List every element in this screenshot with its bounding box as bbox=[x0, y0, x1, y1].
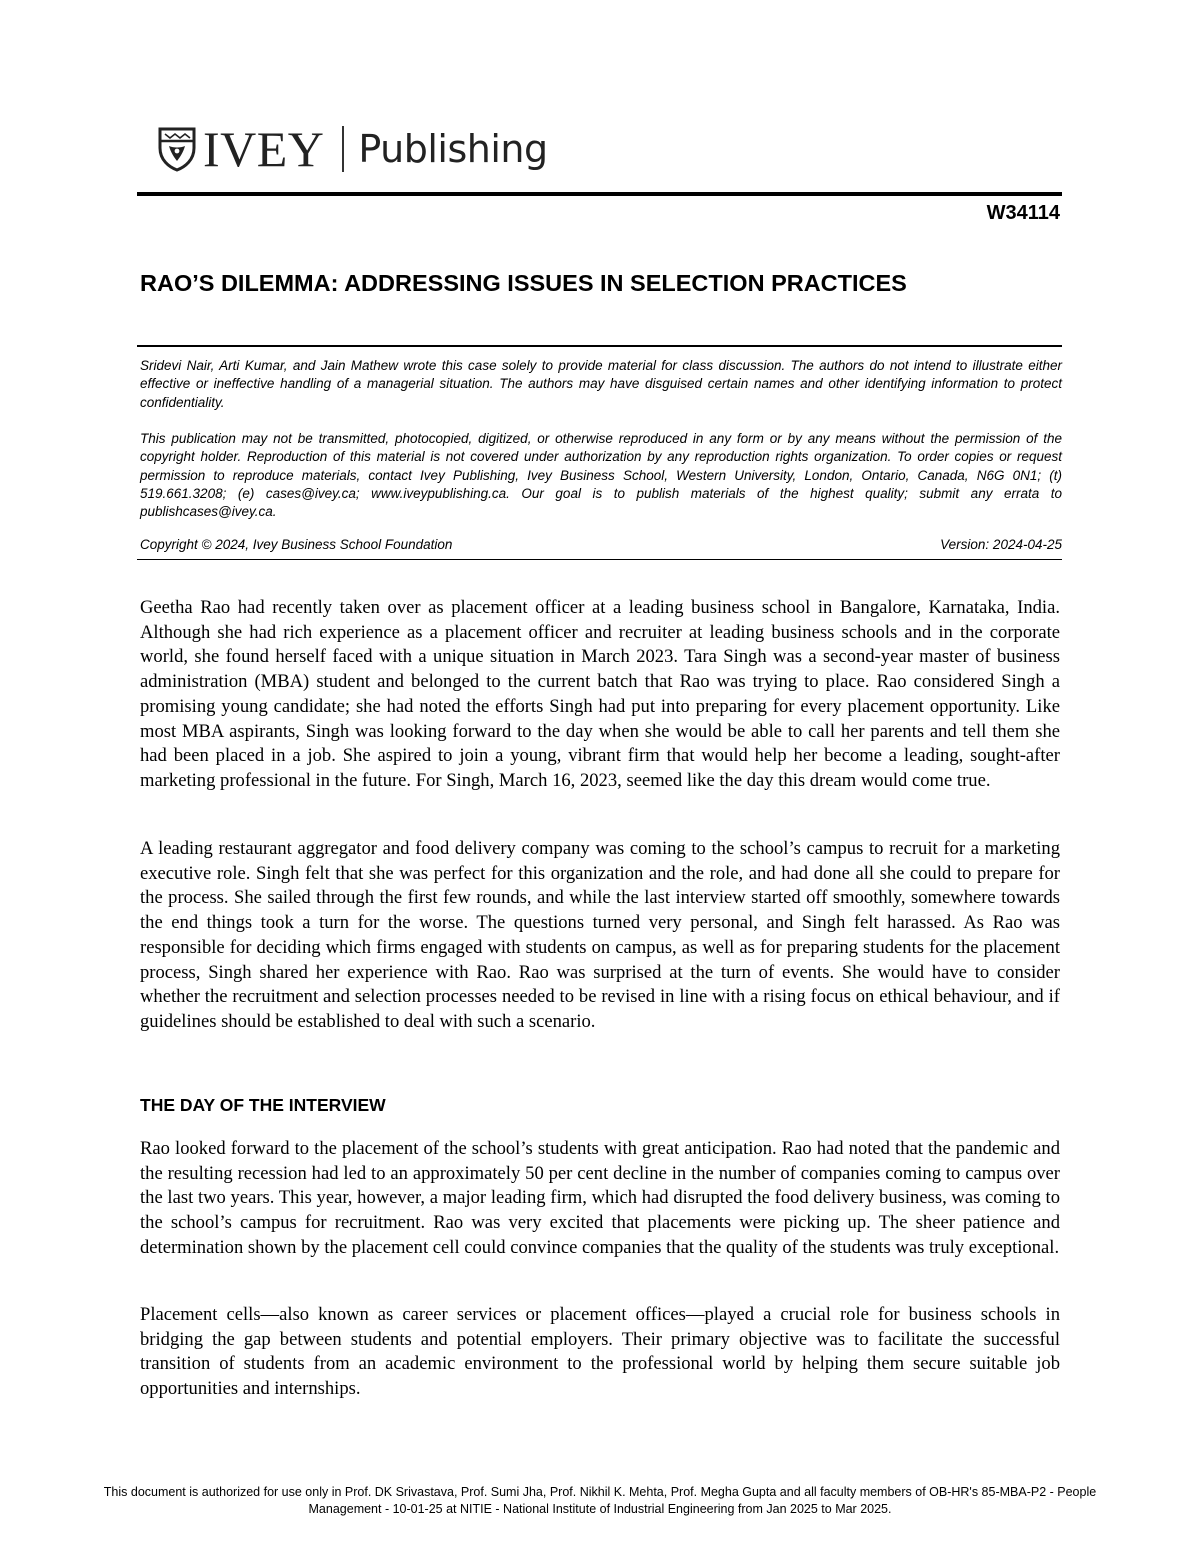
header-rule bbox=[137, 192, 1062, 196]
logo-publishing-text: Publishing bbox=[358, 127, 548, 171]
body-paragraph: A leading restaurant aggregator and food delivery company was coming to the school’s campus to recruit for a marketing executive role. Singh felt that she was perfect for this organization and the role, and had done all she could to prepare for the process. She sailed through the first few rounds, and while the last interview started off smoothly, somewhere towards the end things took a turn for the worse. The questions turned very personal, and Singh felt harassed. As Rao was responsible for deciding which firms engaged with students on campus, as well as for preparing students for the placement process, Singh shared her experience with Rao. Rao was surprised at the turn of events. She would have to consider whether the recruitment and selection processes needed to be revised in line with a rising focus on ethical behaviour, and if guidelines should be established to deal with such a scenario. bbox=[140, 838, 1060, 1032]
ivey-crest-icon bbox=[157, 126, 197, 172]
title-rule bbox=[137, 345, 1062, 347]
authors-notice: Sridevi Nair, Arti Kumar, and Jain Mathew wrote this case solely to provide material for class discussion. The authors do not intend to illustrate either effective or ineffective handling of a managerial situation. The authors may have disguised certain names and other identifying information to protect confidentiality. bbox=[140, 358, 1062, 410]
body-paragraph: Rao looked forward to the placement of the school’s students with great anticipation. Rao had noted that the pandemic and the resulting recession had led to an approximately 50 per cent decline in the number of companies coming to campus over the last two years. This year, however, a major leading firm, which had disrupted the food delivery business, was coming to the school’s campus for recruitment. Rao was very excited that placements were picking up. The sheer patience and determination shown by the placement cell could convince companies that the quality of the students was truly exceptional. bbox=[140, 1138, 1060, 1258]
case-code: W34114 bbox=[986, 202, 1060, 224]
body-paragraph: Geetha Rao had recently taken over as placement officer at a leading business school in Bangalore, Karnataka, India. Although she had rich experience as a placement officer and recruiter at leading business schools and in the corporate world, she found herself faced with a unique situation in March 2023. Tara Singh was a second-year master of business administration (MBA) student and belonged to the current batch that Rao was trying to place. Rao considered Singh a promising young candidate; she had noted the efforts Singh had put into preparing for every placement opportunity. Like most MBA aspirants, Singh was looking forward to the day when she would be able to call her parents and tell them she had been placed in a job. She aspired to join a young, vibrant firm that would help her become a leading, sought-after marketing professional in the future. For Singh, March 16, 2023, seemed like the day this dream would come true. bbox=[140, 597, 1060, 791]
notice-rule bbox=[137, 559, 1062, 560]
ivey-publishing-logo bbox=[157, 118, 548, 180]
copyright-row bbox=[140, 537, 1062, 552]
logo-wordmark: IVEY bbox=[203, 121, 325, 177]
body-paragraph: Placement cells—also known as career services or placement offices—played a crucial role for business schools in bridging the gap between students and potential employers. Their primary objective was to facilitate the successful transition of students from an academic environment to the professional world by helping them secure suitable job opportunities and internships. bbox=[140, 1304, 1060, 1400]
copyright-text: Copyright © 2024, Ivey Business School Foundation bbox=[140, 537, 453, 552]
footer-line-1: This document is authorized for use only in Prof. DK Srivastava, Prof. Sumi Jha, Prof. Nikhil K. Mehta, Prof. Megha Gupta and all faculty members of OB-HR's 85-MBA-P2 - People bbox=[103, 1485, 1097, 1499]
section-heading: THE DAY OF THE INTERVIEW bbox=[140, 1095, 386, 1115]
case-title: RAO’S DILEMMA: ADDRESSING ISSUES IN SELECTION PRACTICES bbox=[140, 270, 907, 296]
footer-line-2: Management - 10-01-25 at NITIE - National Institute of Industrial Engineering from Jan 2025 to Mar 2025. bbox=[308, 1502, 892, 1516]
logo-divider bbox=[342, 126, 344, 172]
permissions-notice: This publication may not be transmitted, photocopied, digitized, or otherwise reproduced in any form or by any means without the permission of the copyright holder. Reproduction of this material is not covered under authorization by any reproduction rights organization. To order copies or request permission to reproduce materials, contact Ivey Publishing, Ivey Business School, Western University, London, Ontario, Canada, N6G 0N1; (t) 519.661.3208; (e) cases@ivey.ca; www.iveypublishing.ca. Our goal is to publish materials of the highest quality; submit any errata to publishcases@ivey.ca. bbox=[140, 431, 1062, 520]
authorization-footer bbox=[40, 1484, 1160, 1518]
version-text: Version: 2024-04-25 bbox=[940, 537, 1062, 552]
